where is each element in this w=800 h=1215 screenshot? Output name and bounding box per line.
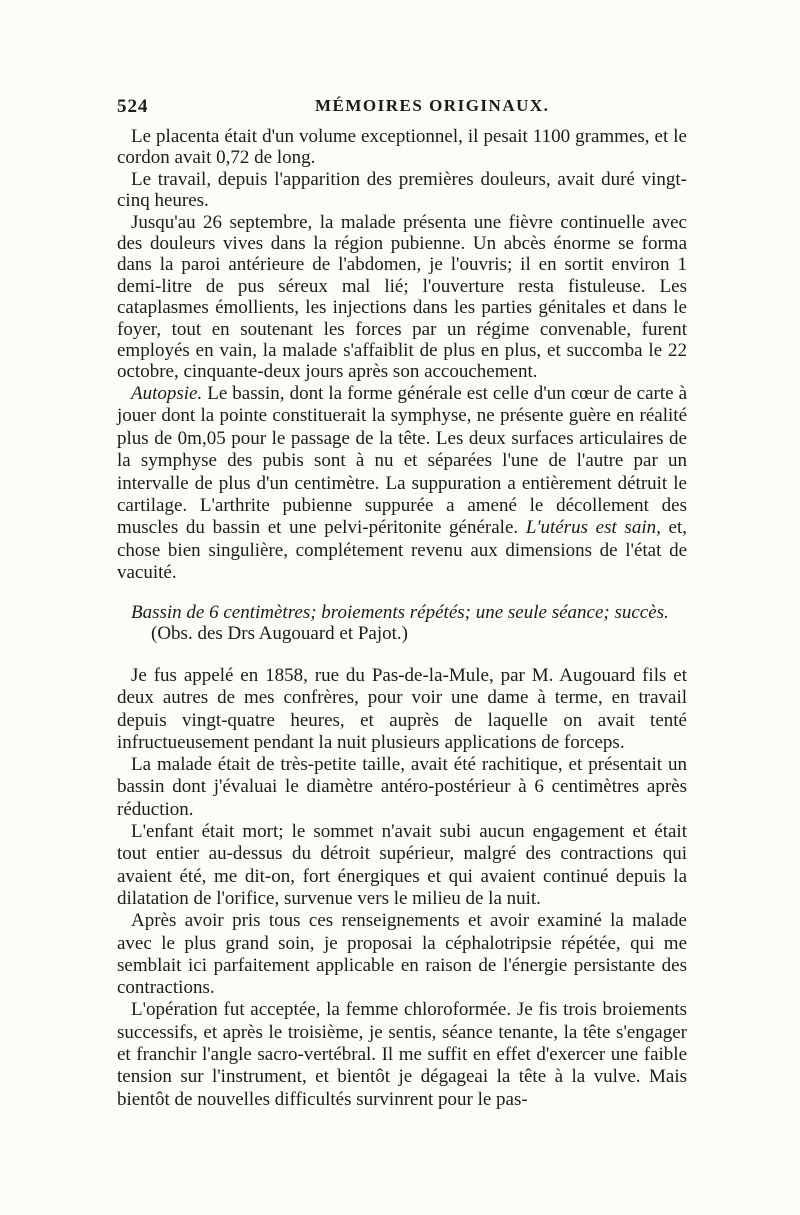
autopsy-lead: Autopsie. bbox=[131, 382, 203, 404]
section-subtitle: (Obs. des Drs Augouard et Pajot.) bbox=[151, 623, 408, 645]
autopsy-paragraph bbox=[117, 383, 687, 585]
section-title: Bassin de 6 centimètres; broiements répétés; une seule séance; succès. bbox=[131, 601, 669, 623]
page-header bbox=[117, 96, 687, 124]
page-number: 524 bbox=[117, 96, 149, 117]
paragraph: L'enfant était mort; le sommet n'avait subi aucun engagement et était tout entier au-dessus du détroit supérieur, malgré des contractions qui avaient été, me dit-on, fort énergiques et qui avaient continué depuis la dilatation de l'orifice, survenue vers le milieu de la nuit. bbox=[117, 821, 687, 909]
autopsy-italic: L'utérus est sain, bbox=[525, 517, 661, 539]
observation-text bbox=[117, 665, 687, 1111]
paragraph: Le travail, depuis l'apparition des premières douleurs, avait duré vingt-cinq heures. bbox=[117, 168, 687, 212]
paragraph: Je fus appelé en 1858, rue du Pas-de-la-Mule, par M. Augouard fils et deux autres de mes confrères, pour voir une dame à terme, en travail depuis vingt-quatre heures, et auprès de laquelle on avait tenté infructueusement pendant la nuit plusieurs applications de forceps. bbox=[117, 664, 687, 753]
autopsy-text-end: et, chose bien singulière, complétement revenu aux dimensions de l'état de vacuité. bbox=[117, 517, 687, 584]
paragraph: Après avoir pris tous ces renseignements et avoir examiné la malade avec le plus grand soin, je proposai la céphalotripsie répétée, qui me semblait ici parfaitement applicable en raison de l'énergie persistante des contractions. bbox=[117, 910, 687, 999]
running-title: MÉMOIRES ORIGINAUX. bbox=[315, 96, 550, 115]
paragraph: Le placenta était d'un volume exceptionnel, il pesait 1100 grammes, et le cordon avait 0,72 de long. bbox=[117, 126, 687, 169]
paragraph: Jusqu'au 26 septembre, la malade présenta une fièvre continuelle avec des douleurs vives dans la région pubienne. Un abcès énorme se forma dans la paroi antérieure de l'abdomen, je l'ouvris; il en sortit environ 1 demi-litre de pus séreux mal lié; l'ouverture resta fistuleuse. Les cataplasmes émollients, les injections dans les parties génitales et dans le foyer, tout en soutenant les forces par un régime convenable, furent employés en vain, la malade s'affaiblit de plus en plus, et succomba le 22 octobre, cinquante-deux jours après son accouchement. bbox=[117, 211, 687, 383]
paragraph: La malade était de très-petite taille, avait été rachitique, et présentait un bassin dont j'évaluai le diamètre antéro-postérieur à 6 centimètres après réduction. bbox=[117, 754, 687, 820]
autopsy-text: Le bassin, dont la forme générale est celle d'un cœur de carte à jouer dont la pointe constituerait la symphyse, ne présente guère en réalité plus de 0m,05 pour le passage de la tête. Les deux surfaces articulaires de la symphyse des pubis sont à nu et séparées l'une de l'autre par un intervalle de plus d'un centimètre. La suppuration a entièrement détruit le cartilage. L'arthrite pubienne suppurée a amené le décollement des muscles du bassin et une pelvi-péritonite générale. bbox=[117, 382, 687, 539]
page-body bbox=[117, 126, 687, 1111]
paragraph: L'opération fut acceptée, la femme chloroformée. Je fis trois broiements successifs, et après le troisième, je sentis, séance tenante, la tête s'engager et franchir l'angle sacro-vertébral. Il me suffit en effet d'exercer une faible tension sur l'instrument, et bientôt je dégageai la tête à la vulve. Mais bientôt de nouvelles difficultés survinrent pour le pas- bbox=[117, 999, 687, 1110]
